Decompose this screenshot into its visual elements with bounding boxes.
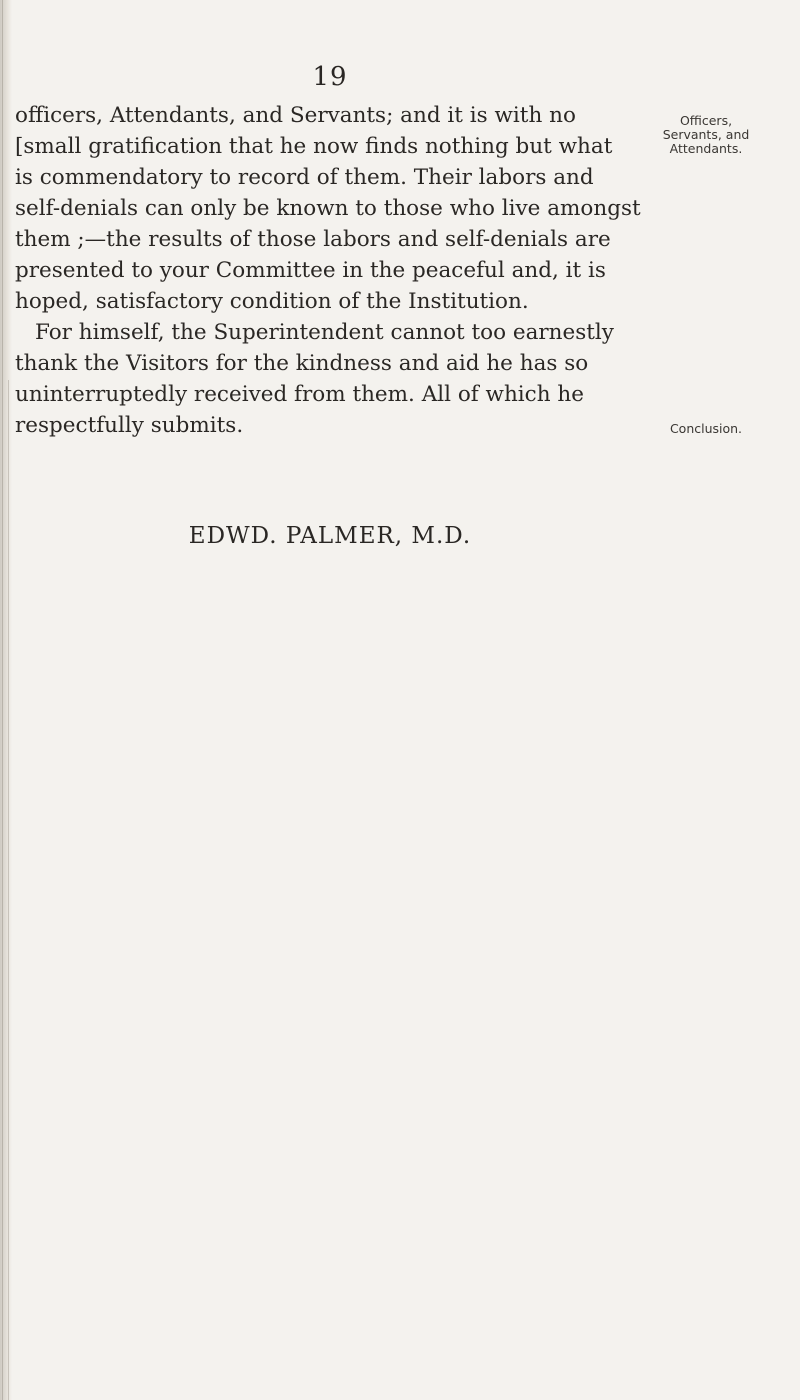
text-line: self-denials can only be known to those who live amongst (15, 196, 641, 221)
text-line: [small gratification that he now finds nothing but what (15, 134, 613, 159)
text-line: is commendatory to record of them. Their labors and (15, 165, 594, 190)
text-line: uninterruptedly received from them. All of which he (15, 382, 584, 407)
margin-note-conclusion (612, 422, 800, 436)
signature: EDWD. PALMER, M.D. (188, 523, 472, 549)
text-line: respectfully submits. (15, 413, 244, 438)
text-line: hoped, satisfactory condition of the Institution. (15, 289, 529, 314)
margin-note-officers (612, 114, 800, 156)
gutter-line (2, 0, 3, 1400)
margin-note-line: Officers, (679, 113, 733, 128)
text-line: officers, Attendants, and Servants; and it is with no (15, 103, 576, 128)
text-line: thank the Visitors for the kindness and aid he has so (15, 351, 589, 376)
margin-note-line: Attendants. (669, 141, 743, 156)
text-line: For himself, the Superintendent cannot too earnestly (35, 320, 614, 345)
body-text (13, 100, 641, 441)
text-line: presented to your Committee in the peaceful and, it is (15, 258, 606, 283)
margin-note-line: Conclusion. (669, 421, 743, 436)
text-line: them ;—the results of those labors and self-denials are (15, 227, 611, 252)
page-number: 19 (312, 62, 348, 92)
margin-note-line: Servants, and (662, 127, 750, 142)
